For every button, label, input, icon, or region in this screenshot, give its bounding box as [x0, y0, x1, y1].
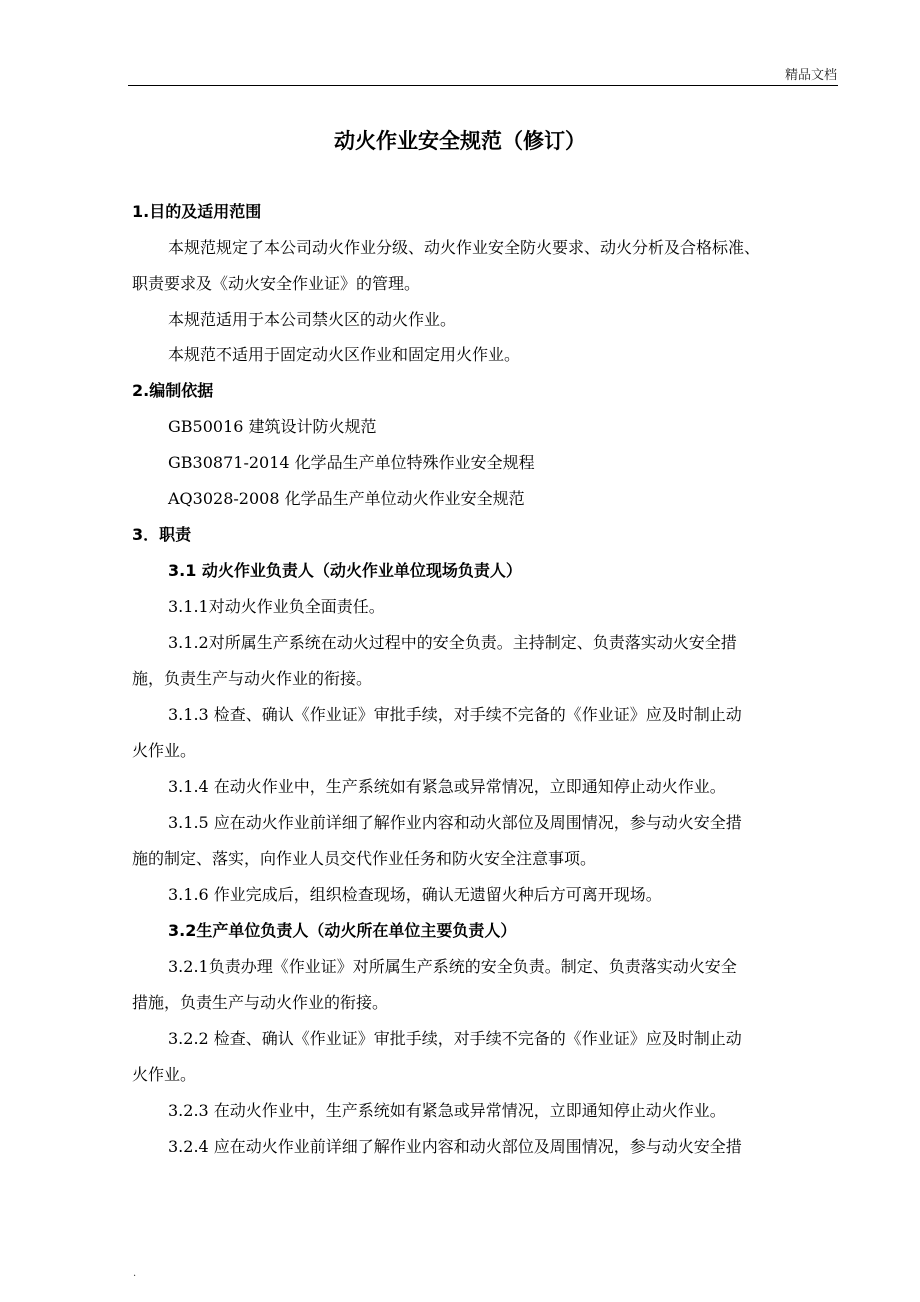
paragraph-line: 3.2.2 检查、确认《作业证》审批手续，对手续不完备的《作业证》应及时制止动: [168, 1029, 742, 1048]
paragraph-line: 3.2.4 应在动火作业前详细了解作业内容和动火部位及周围情况，参与动火安全措: [168, 1137, 742, 1156]
paragraph-line: 3.2.3 在动火作业中，生产系统如有紧急或异常情况，立即通知停止动火作业。: [168, 1101, 726, 1120]
paragraph-line: 职责要求及《动火安全作业证》的管理。: [132, 274, 421, 293]
paragraph-line: 3.1.3 检查、确认《作业证》审批手续，对手续不完备的《作业证》应及时制止动: [168, 705, 742, 724]
paragraph-line: 本规范适用于本公司禁火区的动火作业。: [168, 310, 457, 329]
header-watermark-text: 精品文档: [784, 68, 837, 83]
paragraph-line: 本规范不适用于固定动火区作业和固定用火作业。: [168, 345, 521, 364]
header-divider: [128, 85, 838, 86]
footer-mark: .: [133, 1268, 137, 1279]
paragraph-line: 施，负责生产与动火作业的衔接。: [132, 669, 373, 688]
paragraph-line: 火作业。: [132, 741, 197, 760]
subsection-heading: 3.1 动火作业负责人（动火作业单位现场负责人）: [168, 561, 522, 580]
document-title: 动火作业安全规范（修订）: [334, 129, 586, 153]
reference-line: GB30871-2014 化学品生产单位特殊作业安全规程: [168, 453, 535, 472]
paragraph-line: 3.1.2对所属生产系统在动火过程中的安全负责。主持制定、负责落实动火安全措: [168, 633, 737, 652]
paragraph-line: 施的制定、落实，向作业人员交代作业任务和防火安全注意事项。: [132, 849, 597, 868]
paragraph-line: 3.2.1负责办理《作业证》对所属生产系统的安全负责。制定、负责落实动火安全: [168, 957, 737, 976]
subsection-heading: 3.2生产单位负责人（动火所在单位主要负责人）: [168, 921, 517, 940]
paragraph-line: 3.1.5 应在动火作业前详细了解作业内容和动火部位及周围情况，参与动火安全措: [168, 813, 742, 832]
section-heading: 1.目的及适用范围: [132, 202, 262, 221]
paragraph-line: 3.1.4 在动火作业中，生产系统如有紧急或异常情况，立即通知停止动火作业。: [168, 777, 726, 796]
paragraph-line: 3.1.6 作业完成后，组织检查现场，确认无遗留火种后方可离开现场。: [168, 885, 662, 904]
section-heading: 3．职责: [132, 525, 192, 544]
reference-line: GB50016 建筑设计防火规范: [168, 417, 377, 436]
paragraph-line: 措施，负责生产与动火作业的衔接。: [132, 993, 389, 1012]
reference-line: AQ3028-2008 化学品生产单位动火作业安全规范: [168, 489, 525, 508]
paragraph-line: 火作业。: [132, 1065, 197, 1084]
paragraph-line: 3.1.1对动火作业负全面责任。: [168, 597, 385, 616]
section-heading: 2.编制依据: [132, 381, 214, 400]
paragraph-line: 本规范规定了本公司动火作业分级、动火作业安全防火要求、动火分析及合格标准、: [168, 238, 761, 257]
